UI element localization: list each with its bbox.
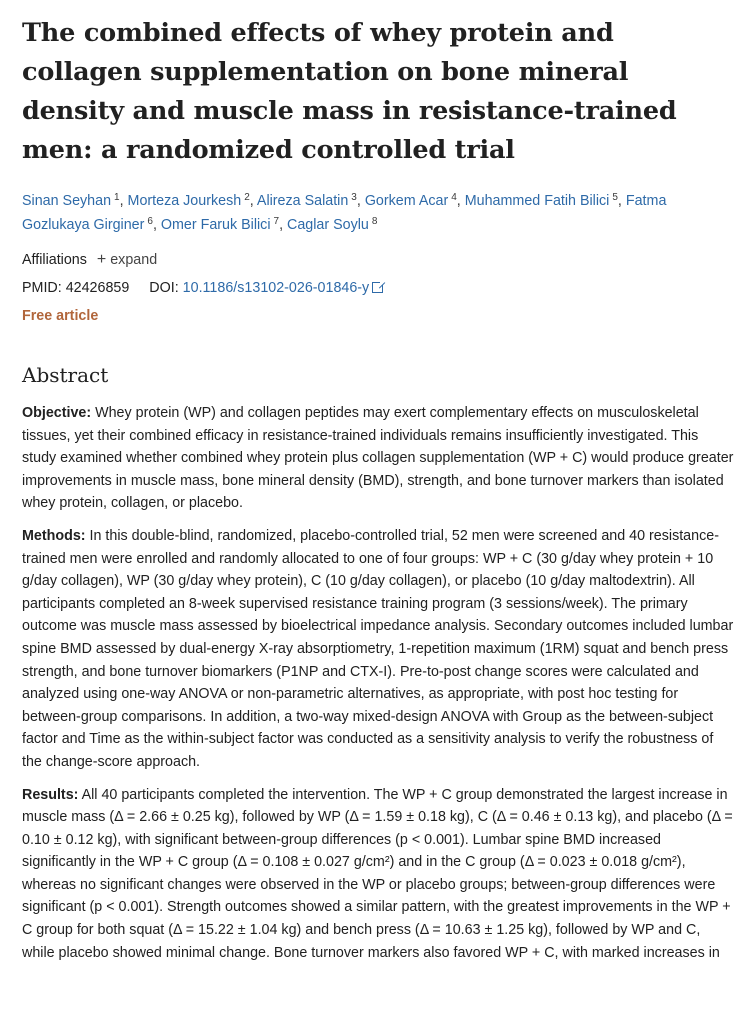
author-name[interactable]: Morteza Jourkesh — [127, 193, 242, 209]
author-list — [22, 189, 734, 237]
author-name[interactable]: Gorkem Acar — [364, 193, 449, 209]
results-label: Results: — [22, 786, 79, 803]
doi-link[interactable] — [183, 280, 384, 296]
methods-text: In this double-blind, randomized, placebo-controlled trial, 52 men were screened and 40 resistance-trained men were enrolled and randomly allocated to one of four groups: WP + C (30 g/day whey protein + 10 g/day collagen), WP (30 g/day whey protein), C (10 g/day collagen), or placebo (10 g/day maltodextrin). All participants completed an 8-week supervised resistance training program (3 sessions/week). The primary outcome was muscle mass assessed by bioelectrical impedance analysis. Secondary outcomes included lumbar spine BMD assessed by dual-energy X-ray absorptiometry, 1-repetition maximum (1RM) squat and bench press strength, and bone turnover biomarkers (P1NP and CTX-I). Pre-to-post change scores were calculated and analyzed using one-way ANOVA or non-parametric alternatives, as appropriate, with post hoc testing for between-group comparisons. In addition, a two-way mixed-design ANOVA with Group as the between-subject factor and Time as the within-subject factor was conducted as a sensitivity analysis to verify the robustness of the change-score approach. — [22, 527, 734, 770]
affiliations-row — [22, 249, 734, 271]
author-name[interactable]: Fatma Gozlukaya Girginer — [22, 193, 667, 233]
author-separator: , — [119, 193, 128, 209]
methods-label: Methods: — [22, 527, 86, 544]
author-separator: , — [279, 217, 288, 233]
author-separator: , — [356, 193, 365, 209]
author-affiliation-number[interactable]: 4 — [451, 192, 457, 203]
free-article-badge: Free article — [22, 308, 99, 324]
abstract-objective — [22, 402, 734, 515]
article-page — [22, 14, 734, 964]
affiliations-label: Affiliations — [22, 252, 87, 268]
author-affiliation-number[interactable]: 1 — [114, 192, 120, 203]
author-separator: , — [456, 193, 465, 209]
author-separator: , — [249, 193, 257, 209]
author-affiliation-number[interactable]: 2 — [244, 192, 250, 203]
author-name[interactable]: Caglar Soylu — [287, 217, 369, 233]
author-separator: , — [617, 193, 626, 209]
pmid-value: 42426859 — [65, 280, 130, 296]
author-affiliation-number[interactable]: 5 — [612, 192, 618, 203]
author-affiliation-number[interactable]: 8 — [371, 216, 378, 227]
author-affiliation-number[interactable]: 6 — [147, 216, 153, 227]
pmid-label: PMID: — [22, 280, 62, 296]
abstract-results — [22, 784, 734, 965]
abstract-heading: Abstract — [22, 363, 109, 387]
expand-label: expand — [110, 252, 158, 268]
doi-label: DOI: — [149, 280, 179, 296]
doi-value: 10.1186/s13102-026-01846-y — [182, 280, 370, 296]
objective-text: Whey protein (WP) and collagen peptides may exert complementary effects on musculoskeletal tissues, yet their combined efficacy in resistance-trained individuals remains insufficiently investigated. This study examined whether combined whey protein plus collagen supplementation (WP + C) would produce greater improvements in muscle mass, bone mineral density (BMD), strength, and bone turnover markers than isolated whey protein, collagen, or placebo. — [22, 405, 734, 512]
abstract-methods — [22, 525, 734, 774]
identifiers-row — [22, 277, 734, 299]
author-name[interactable]: Alireza Salatin — [256, 193, 349, 209]
expand-affiliations-button[interactable] — [97, 252, 157, 268]
plus-icon: + — [96, 251, 107, 268]
external-link-icon — [372, 282, 383, 293]
author-name[interactable]: Muhammed Fatih Bilici — [464, 193, 610, 209]
author-name[interactable]: Sinan Seyhan — [22, 193, 112, 209]
author-name[interactable]: Omer Faruk Bilici — [160, 217, 271, 233]
author-separator: , — [152, 217, 161, 233]
article-title: The combined effects of whey protein and collagen supplementation on bone mineral density and muscle mass in resistance-trained men: a randomized controlled trial — [22, 18, 677, 165]
results-text: All 40 participants completed the intervention. The WP + C group demonstrated the largest increase in muscle mass (Δ = 2.66 ± 0.25 kg), followed by WP (Δ = 1.59 ± 0.18 kg), C (Δ = 0.46 ± 0.13 kg), and placebo (Δ = 0.10 ± 0.12 kg), with significant between-group differences (p < 0.001). Lumbar spine BMD increased significantly in the WP + C group (Δ = 0.108 ± 0.027 g/cm²) and in the C group (Δ = 0.023 ± 0.018 g/cm²), whereas no significant changes were observed in the WP or placebo groups; between-group differences were significant (p < 0.001). Strength outcomes showed a similar pattern, with the greatest improvements in the WP + C group for both squat (Δ = 15.22 ± 1.04 kg) and bench press (Δ = 10.63 ± 1.25 kg), followed by WP and C, while placebo showed minimal change. Bone turnover markers also favored WP + C, with marked increases in — [22, 786, 733, 961]
objective-label: Objective: — [22, 405, 92, 421]
author-affiliation-number[interactable]: 7 — [273, 216, 280, 227]
author-affiliation-number[interactable]: 3 — [351, 192, 357, 203]
